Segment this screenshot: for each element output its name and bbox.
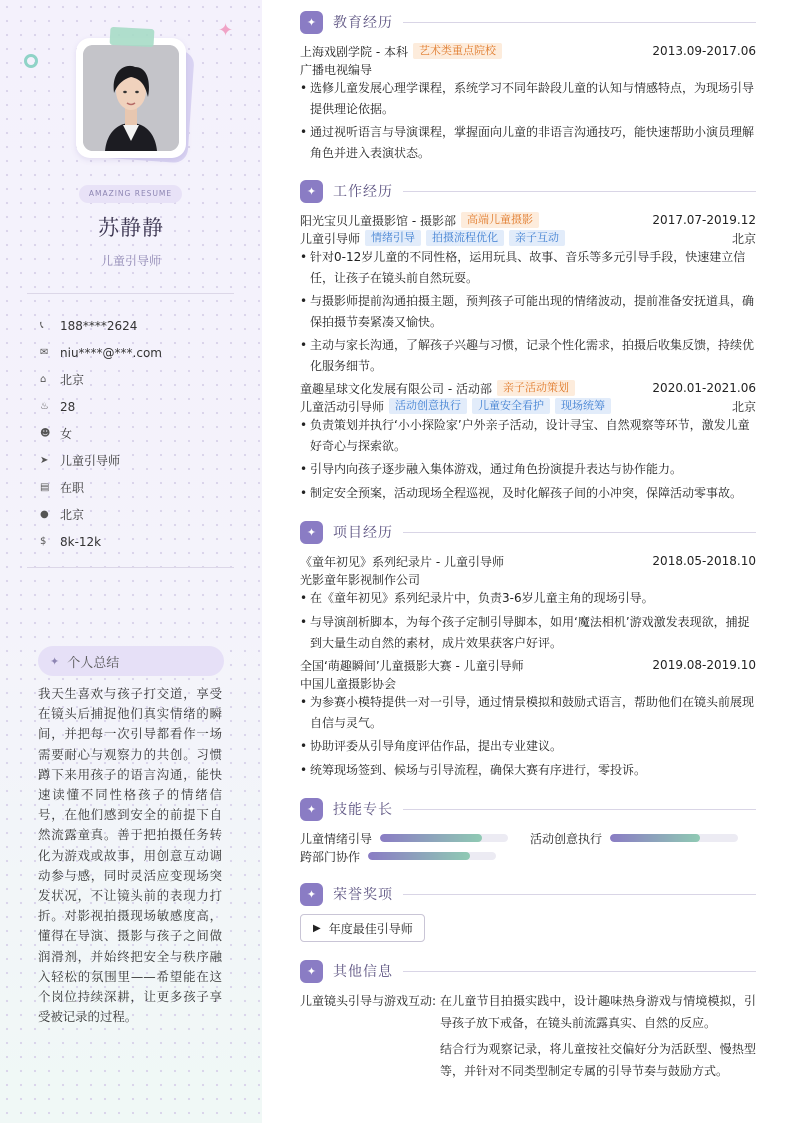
- school-tag: 艺术类重点院校: [413, 43, 502, 59]
- info-text: 188****2624: [60, 318, 138, 333]
- skill-bar: [380, 834, 508, 842]
- info-row-target-role: [40, 447, 162, 474]
- section-divider: [403, 191, 756, 192]
- project-name: 全国‘萌趣瞬间’儿童摄影大赛 - 儿童引导师: [300, 658, 524, 673]
- skill-item: [530, 829, 738, 847]
- project-date: 2019.08-2019.10: [652, 658, 756, 672]
- project-org: 中国儿童摄影协会: [300, 676, 397, 691]
- info-text: 儿童引导师: [60, 454, 121, 468]
- candidate-title: 儿童引导师: [100, 254, 161, 268]
- section-title: 其他信息: [333, 964, 393, 980]
- education-header: [300, 42, 756, 60]
- skill-bar-fill: [368, 852, 470, 860]
- salary-icon: $: [40, 536, 47, 547]
- home-icon: ⌂: [40, 374, 47, 385]
- education-major-row: [300, 60, 756, 78]
- project-date: 2018.05-2018.10: [652, 554, 756, 568]
- skill-tag: 活动创意执行: [389, 398, 467, 414]
- work-bullet: • 负责策划并执行‘小小探险家’户外亲子活动，设计寻宝、自然观察等环节，激发儿童好奇心与探索欲。: [300, 415, 756, 456]
- other-label: 儿童镜头引导与游戏互动:: [300, 994, 437, 1008]
- work-location: 北京: [731, 231, 756, 246]
- work-bullet: • 针对0-12岁儿童的不同性格，运用玩具、故事、音乐等多元引导手段，快速建立信任，让孩子在镜头前自然玩耍。: [300, 247, 756, 288]
- skill-item: [300, 829, 508, 847]
- gender-icon: ☻: [40, 428, 51, 439]
- section-awards: [300, 882, 756, 906]
- education-bullet: • 通过视听语言与导演课程，掌握面向儿童的非语言沟通技巧，能快速帮助小演员理解角色并进入表演状态。: [300, 122, 756, 163]
- project-bullet: • 与导演剖析脚本，为每个孩子定制引导脚本，如用‘魔法相机’游戏激发表现欲，捕捉到大量生动自然的素材，成片效果获客户好评。: [300, 612, 756, 653]
- sparkle-icon: ✦: [300, 180, 323, 203]
- award-name: 年度最佳引导师: [328, 921, 413, 936]
- skill-name: 儿童情绪引导: [300, 831, 373, 846]
- skill-item: [300, 847, 496, 865]
- skill-bar: [610, 834, 738, 842]
- info-row-phone: [40, 312, 162, 339]
- sparkle-icon: ✦: [300, 960, 323, 983]
- sparkle-icon: ✦: [300, 883, 323, 906]
- project-org: 光影童年影视制作公司: [300, 572, 421, 587]
- skill-name: 跨部门协作: [300, 849, 361, 864]
- info-text: 8k-12k: [60, 534, 102, 549]
- resume-tag: AMAZING RESUME: [79, 185, 182, 203]
- avatar: [83, 45, 179, 151]
- summary-text: 我天生喜欢与孩子打交道，享受在镜头后捕捉他们真实情绪的瞬间，并把每一次引导都看作一场需要耐心与观察力的共创。习惯蹲下来用孩子的语言沟通，能快速读懂不同性格孩子的情绪信号，在他们感到安全的前提下自然流露童真。善于把拍摄任务转化为游戏或故事，用创意互动调动参与感，同时灵活应变现场突发状况，不让镜头前的表现力打折。对影视拍摄现场敏感度高，懂得在导演、摄影与孩子之间做润滑剂，并始终把安全与秩序融入轻松的氛围里——希望能在这个岗位持续深耕，让更多孩子享受被记录的过程。: [38, 686, 222, 1025]
- skill-bar: [368, 852, 496, 860]
- project-header: [300, 656, 756, 674]
- sidebar: [0, 0, 262, 1123]
- info-text: niu****@***.com: [60, 345, 162, 360]
- work-bullet: • 与摄影师提前沟通拍摄主题，预判孩子可能出现的情绪波动，提前准备安抚道具，确保拍摄节奏紧凑又愉快。: [300, 291, 756, 332]
- skill-bar-fill: [610, 834, 700, 842]
- info-row-gender: [40, 420, 162, 447]
- skill-tag: 亲子互动: [509, 230, 565, 246]
- skill-bar-fill: [380, 834, 482, 842]
- section-education: [300, 10, 756, 34]
- location-pin-icon: ●: [40, 509, 49, 520]
- sparkle-icon: ✦: [300, 11, 323, 34]
- info-row-city: [40, 366, 162, 393]
- project-org-row: [300, 674, 756, 692]
- photo-tape: [110, 27, 155, 47]
- skill-name: 活动创意执行: [530, 831, 603, 846]
- section-title: 工作经历: [333, 184, 393, 200]
- section-title: 教育经历: [333, 15, 393, 31]
- other-paragraph: 结合行为观察记录，将儿童按社交偏好分为活跃型、慢热型等，并针对不同类型制定专属的引导节奏与鼓励方式。: [440, 1042, 756, 1078]
- project-bullet: • 为参赛小模特提供一对一引导，通过情景模拟和鼓励式语言，帮助他们在镜头前展现自信与灵气。: [300, 692, 756, 733]
- project-bullet: • 协助评委从引导角度评估作品，提出专业建议。: [300, 736, 756, 757]
- section-divider: [403, 809, 756, 810]
- school-name: 上海戏剧学院 - 本科: [300, 44, 408, 59]
- info-text: 在职: [60, 481, 85, 495]
- info-row-age: [40, 393, 162, 420]
- major: 广播电视编导: [300, 62, 373, 77]
- company-tag: 高端儿童摄影: [461, 212, 539, 228]
- work-bullet: • 制定安全预案，活动现场全程巡视，及时化解孩子间的小冲突，保障活动零事故。: [300, 483, 756, 504]
- role: 儿童引导师: [300, 231, 361, 246]
- skill-tag: 拍摄流程优化: [426, 230, 504, 246]
- work-role-row: [300, 229, 756, 247]
- briefcase-icon: ▤: [40, 482, 50, 493]
- section-divider: [403, 22, 756, 23]
- info-text: 28: [60, 399, 76, 414]
- info-row-status: [40, 474, 162, 501]
- project-name: 《童年初见》系列纪录片 - 儿童引导师: [300, 554, 504, 569]
- section-divider: [403, 971, 756, 972]
- work-bullet: • 引导内向孩子逐步融入集体游戏，通过角色扮演提升表达与协作能力。: [300, 459, 756, 480]
- sparkle-icon: ✦: [300, 798, 323, 821]
- company-name: 阳光宝贝儿童摄影馆 - 摄影部: [300, 213, 456, 228]
- skill-tag: 现场统筹: [555, 398, 611, 414]
- work-location: 北京: [731, 399, 756, 414]
- section-work: [300, 179, 756, 203]
- sparkle-decoration-icon: ✦: [218, 20, 234, 41]
- info-text: 北京: [60, 508, 85, 522]
- sparkle-icon: ✦: [300, 521, 323, 544]
- sidebar-divider-bottom: [27, 567, 234, 568]
- project-bullet: • 在《童年初见》系列纪录片中，负责3-6岁儿童主角的现场引导。: [300, 588, 756, 609]
- phone-icon: 📞︎: [40, 320, 44, 331]
- sparkle-icon: ✦: [50, 654, 60, 668]
- info-text: 女: [60, 427, 73, 441]
- section-title: 项目经历: [333, 525, 393, 541]
- summary-title: 个人总结: [67, 655, 120, 671]
- contact-info-list: [40, 312, 162, 555]
- work-role-row: [300, 397, 756, 415]
- section-skills: [300, 797, 756, 821]
- award-badge: [300, 914, 425, 942]
- info-row-target-city: [40, 501, 162, 528]
- section-other: [300, 959, 756, 983]
- work-header: [300, 211, 756, 229]
- education-date: 2013.09-2017.06: [652, 44, 756, 58]
- work-header: [300, 379, 756, 397]
- section-title: 技能专长: [333, 802, 393, 818]
- mail-icon: ✉: [40, 347, 49, 358]
- work-bullet: • 主动与家长沟通，了解孩子兴趣与习惯，记录个性化需求，拍摄后收集反馈，持续优化服务细节。: [300, 335, 756, 376]
- send-icon: ➤: [40, 455, 49, 466]
- summary-header: [38, 646, 224, 676]
- company-tag: 亲子活动策划: [497, 380, 575, 396]
- section-title: 荣誉奖项: [333, 887, 393, 903]
- section-divider: [403, 894, 756, 895]
- section-divider: [403, 532, 756, 533]
- project-org-row: [300, 570, 756, 588]
- skill-tag: 儿童安全看护: [472, 398, 550, 414]
- info-row-salary: [40, 528, 162, 555]
- project-bullet: • 统筹现场签到、候场与引导流程，确保大赛有序进行，零投诉。: [300, 760, 756, 781]
- skill-tag: 情绪引导: [365, 230, 421, 246]
- education-bullet: • 选修儿童发展心理学课程，系统学习不同年龄段儿童的认知与情感特点，为现场引导提供理论依据。: [300, 78, 756, 119]
- ring-decoration-icon: [24, 54, 38, 68]
- project-header: [300, 552, 756, 570]
- info-row-email: [40, 339, 162, 366]
- role: 儿童活动引导师: [300, 399, 385, 414]
- cake-icon: ♨: [40, 401, 49, 412]
- section-projects: [300, 520, 756, 544]
- candidate-name: 苏静静: [98, 216, 164, 240]
- play-triangle-icon: ▶: [313, 922, 321, 934]
- work-date: 2017.07-2019.12: [652, 213, 756, 227]
- other-paragraph: 在儿童节目拍摄实践中，设计趣味热身游戏与情境模拟，引导孩子放下戒备，在镜头前流露真实、自然的反应。: [440, 994, 756, 1030]
- info-text: 北京: [60, 373, 85, 387]
- photo-frame: [76, 38, 186, 158]
- sidebar-divider-top: [27, 293, 234, 294]
- company-name: 童趣星球文化发展有限公司 - 活动部: [300, 381, 492, 396]
- work-date: 2020.01-2021.06: [652, 381, 756, 395]
